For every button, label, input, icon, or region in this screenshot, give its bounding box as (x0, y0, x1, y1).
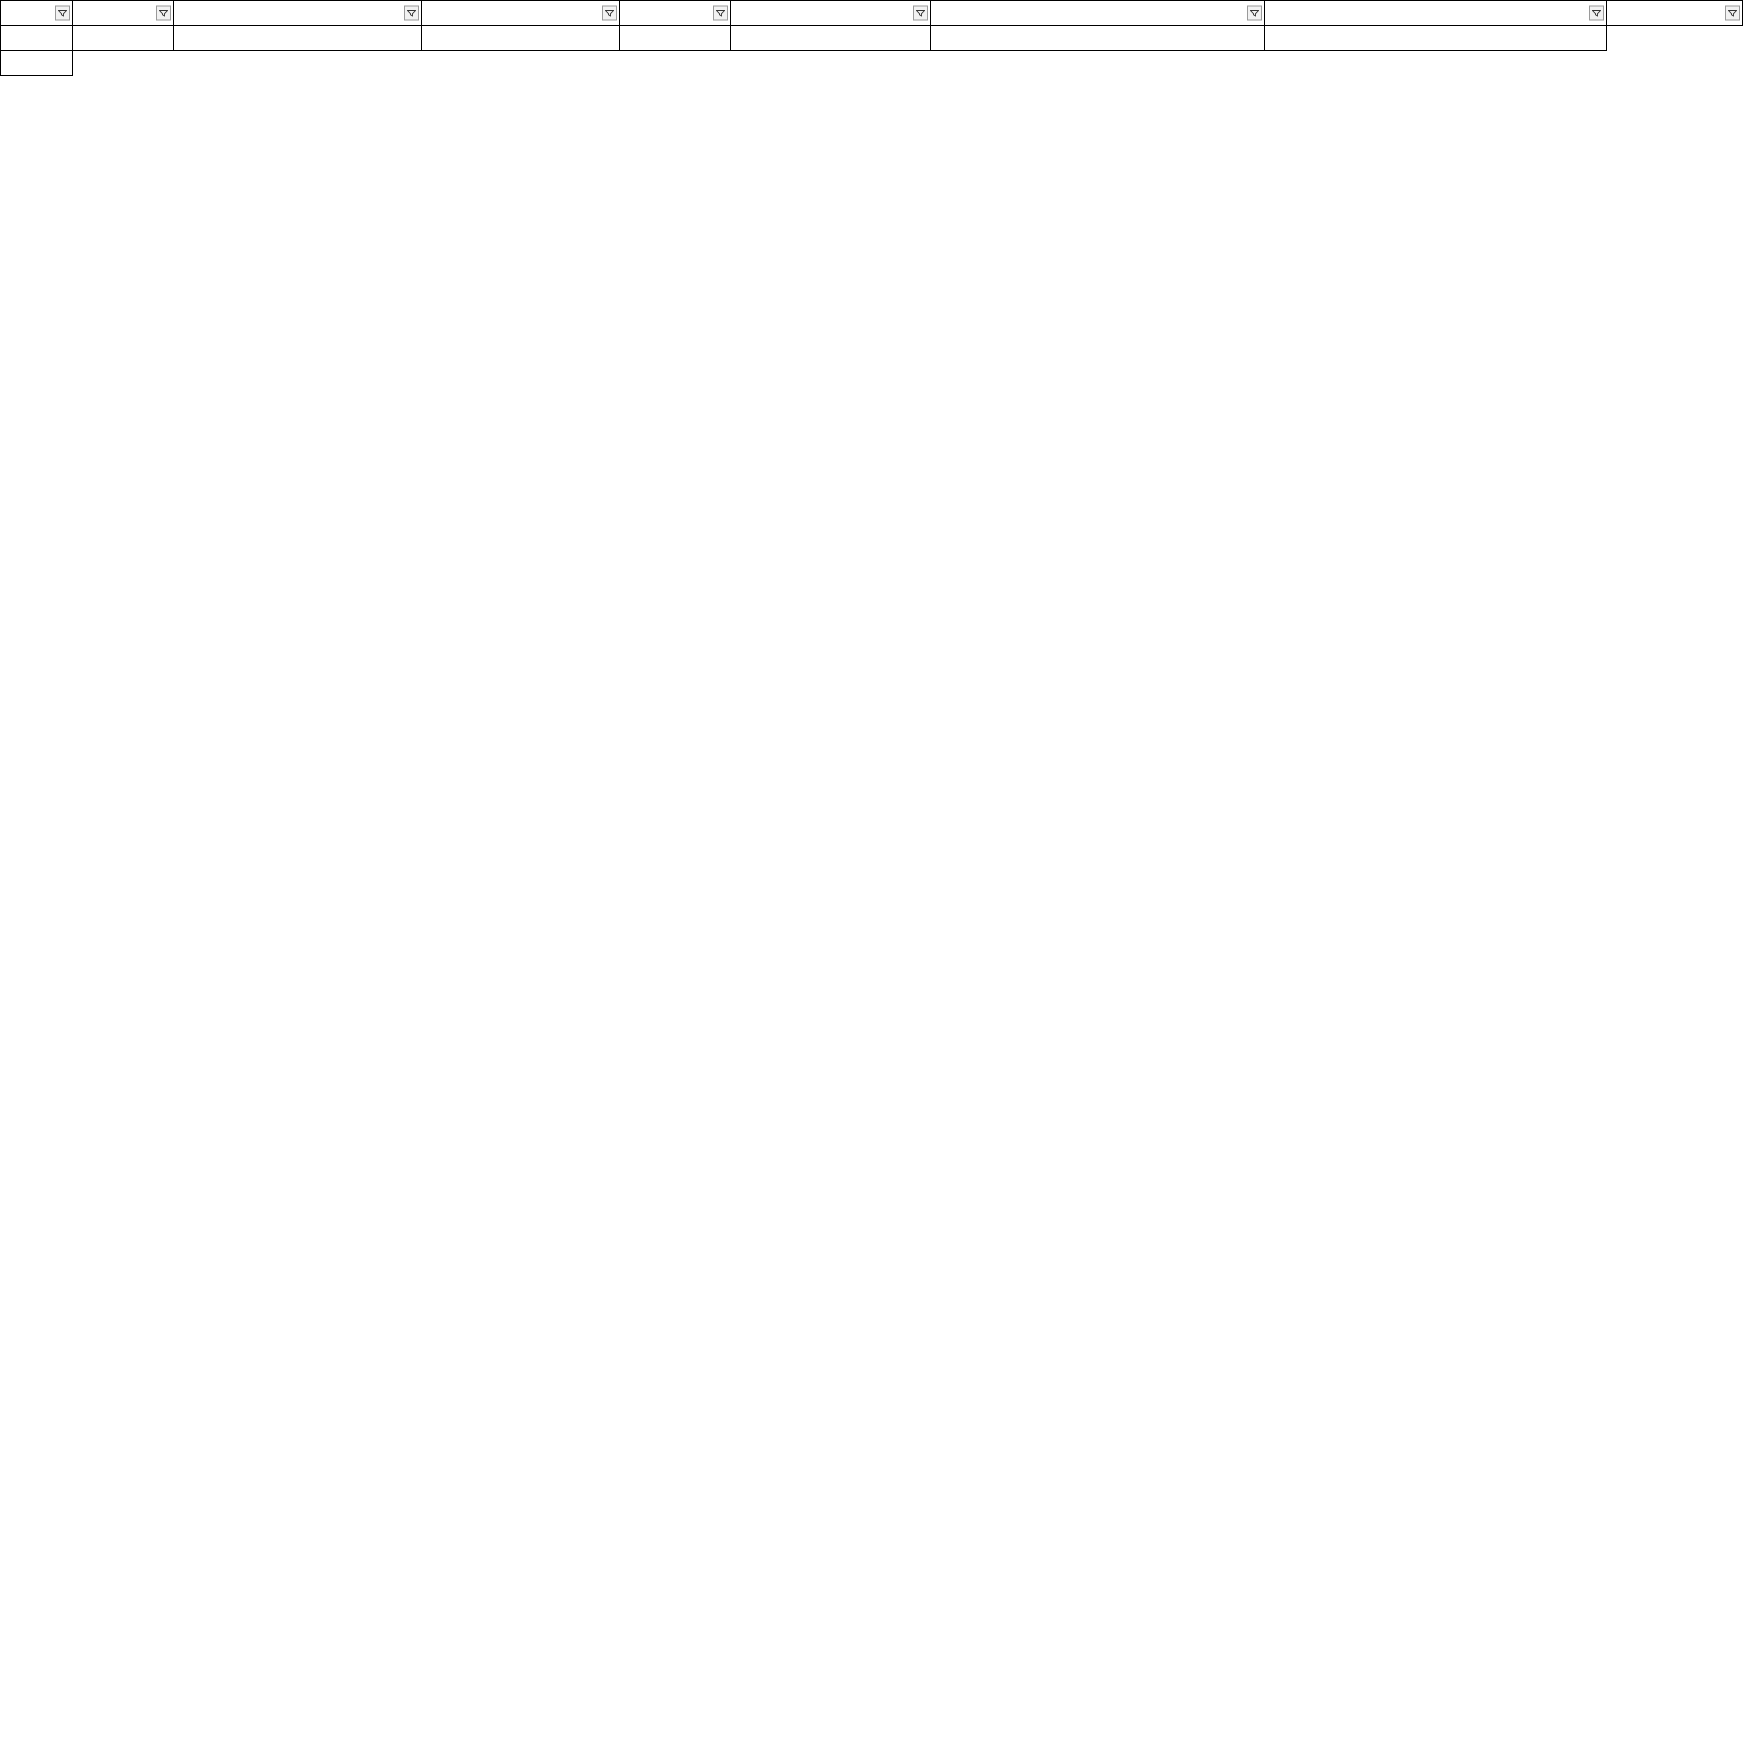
admissions-plan-table (0, 0, 1743, 76)
header-row (1, 1, 1743, 26)
col-header-major-name (174, 1, 422, 26)
filter-dropdown-icon-recruit-type[interactable] (1589, 6, 1604, 21)
col-header-subject (620, 1, 731, 26)
filter-dropdown-icon-plan-type[interactable] (913, 6, 928, 21)
filter-dropdown-icon-batch[interactable] (1247, 6, 1262, 21)
filter-dropdown-icon-major-code[interactable] (156, 6, 171, 21)
cell-province (1, 51, 73, 76)
filter-dropdown-icon-major-name[interactable] (404, 6, 419, 21)
col-header-recruit-type (1265, 1, 1606, 26)
col-header-college (422, 1, 620, 26)
cell-college (174, 26, 422, 51)
filter-dropdown-icon-quota[interactable] (1725, 6, 1740, 21)
cell-major_code (1, 26, 73, 51)
col-header-batch (930, 1, 1265, 26)
filter-dropdown-icon-province[interactable] (55, 6, 70, 21)
cell-quota (1265, 26, 1606, 51)
cell-plan_type (620, 26, 731, 51)
filter-dropdown-icon-subject[interactable] (713, 6, 728, 21)
col-header-plan-type (731, 1, 931, 26)
cell-major_name (72, 26, 174, 51)
table-header (1, 1, 1743, 26)
col-header-major-code (72, 1, 174, 26)
cell-batch (731, 26, 931, 51)
table-row (1, 51, 1743, 76)
col-header-province (1, 1, 73, 26)
table-body (1, 26, 1743, 76)
filter-dropdown-icon-college[interactable] (602, 6, 617, 21)
col-header-quota (1606, 1, 1742, 26)
cell-subject (422, 26, 620, 51)
cell-recruit_type (930, 26, 1265, 51)
